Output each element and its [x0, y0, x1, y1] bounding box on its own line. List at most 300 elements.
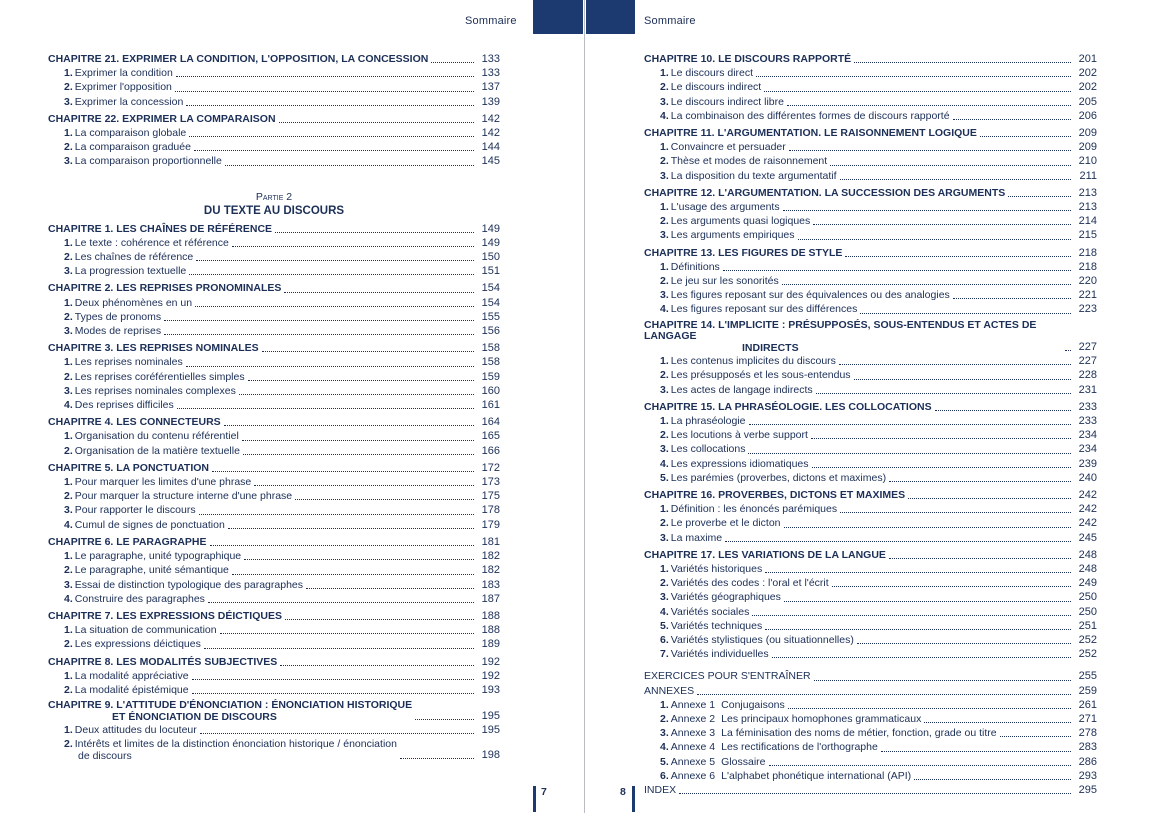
section-title: Essai de distinction typologique des paragraphes [74, 578, 303, 591]
page-number: 175 [481, 490, 500, 503]
annex-label: Annexe 2 [670, 713, 716, 726]
section-entry[interactable] [48, 296, 500, 310]
section-number: 1. [64, 296, 73, 309]
section-entry[interactable] [644, 442, 1097, 456]
dot-leader [262, 350, 474, 352]
chapter-title-line2: ET ÉNONCIATION DE DISCOURS [112, 710, 277, 723]
annexes-heading[interactable] [644, 684, 1097, 698]
page-number: 202 [1078, 67, 1097, 80]
section-entry[interactable] [48, 549, 500, 563]
section-title: Variétés des codes : l'oral et l'écrit [670, 577, 829, 590]
section-entry[interactable] [48, 370, 500, 384]
section-title: Les reprises nominales [74, 356, 183, 369]
page-number: 133 [481, 53, 500, 65]
section-entry[interactable] [644, 516, 1097, 530]
page-number: 234 [1078, 429, 1097, 442]
section-number: 1. [660, 503, 669, 516]
section-entry[interactable] [48, 66, 500, 80]
section-entry[interactable] [644, 531, 1097, 545]
dot-leader [953, 118, 1071, 120]
page-number: 158 [481, 342, 500, 355]
section-title-line1: Intérêts et limites de la distinction énonciation historique / énonciation [74, 738, 397, 751]
chapter-1 [48, 222, 500, 279]
annex-entry[interactable] [644, 769, 1097, 783]
section-number: 1. [64, 127, 73, 140]
section-entry[interactable] [48, 310, 500, 324]
section-title: Les expressions déictiques [74, 638, 201, 651]
section-entry[interactable] [48, 355, 500, 369]
section-title: Pour rapporter le discours [74, 504, 196, 517]
page-number: 193 [481, 683, 500, 696]
section-entry[interactable] [644, 502, 1097, 516]
section-number: 1. [64, 476, 73, 489]
dot-leader [924, 721, 1071, 723]
section-number: 2. [64, 251, 73, 264]
section-entry[interactable] [644, 154, 1097, 168]
section-entry[interactable] [48, 503, 500, 517]
dot-leader [749, 423, 1072, 425]
section-title: Définition : les énoncés parémiques [670, 503, 838, 516]
section-entry[interactable] [48, 126, 500, 140]
chapter-heading[interactable] [48, 655, 500, 669]
section-title: Les présupposés et les sous-entendus [670, 369, 851, 382]
annex-entry[interactable] [644, 740, 1097, 754]
chapter-13 [644, 246, 1097, 317]
annex-number: 2. [660, 713, 669, 726]
section-number: 4. [660, 457, 669, 470]
annex-entry[interactable] [644, 712, 1097, 726]
dot-leader [783, 209, 1071, 211]
section-number: 3. [64, 95, 73, 108]
page-number: 182 [481, 564, 500, 577]
section-entry[interactable] [644, 228, 1097, 242]
dot-leader [769, 764, 1072, 766]
section-entry[interactable] [644, 288, 1097, 302]
section-number: 2. [660, 275, 669, 288]
chapter-heading[interactable] [48, 281, 500, 295]
annex-label: Annexe 1 [670, 698, 716, 711]
section-entry[interactable] [48, 444, 500, 458]
section-entry[interactable] [644, 428, 1097, 442]
dot-leader [1008, 195, 1071, 197]
section-number: 1. [64, 550, 73, 563]
section-entry[interactable] [48, 475, 500, 489]
section-number: 1. [660, 414, 669, 427]
dot-leader [194, 149, 474, 151]
dot-leader [908, 497, 1071, 499]
section-entry[interactable] [644, 80, 1097, 94]
page-number: 160 [481, 384, 500, 397]
section-entry[interactable] [644, 471, 1097, 485]
dot-leader [798, 238, 1072, 240]
section-number: 1. [660, 67, 669, 80]
index-title: INDEX [644, 784, 677, 797]
section-number: 7. [660, 648, 669, 661]
page-number: 198 [481, 749, 500, 762]
chapter-title: CHAPITRE 7. LES EXPRESSIONS DÉICTIQUES [48, 609, 282, 622]
dot-leader [189, 135, 474, 137]
section-title: Les expressions idiomatiques [670, 457, 809, 470]
section-title: La phraséologie [670, 414, 746, 427]
chapter-heading[interactable] [48, 700, 500, 723]
page-number: 261 [1078, 698, 1097, 711]
section-entry[interactable] [48, 623, 500, 637]
chapter-heading[interactable] [48, 415, 500, 429]
section-entry[interactable] [48, 140, 500, 154]
dot-leader [248, 379, 474, 381]
page-number: 154 [481, 282, 500, 295]
chapter-9 [48, 700, 500, 762]
chapter-title-line1: CHAPITRE 9. L'ATTITUDE D'ÉNONCIATION : ÉNONCIATION HISTORIQUE [48, 699, 413, 712]
part-title: DU TEXTE AU DISCOURS [203, 204, 345, 217]
page-number: 158 [481, 356, 500, 369]
dot-leader [839, 363, 1071, 365]
page-number: 201 [1078, 53, 1097, 65]
chapter-title-line1: CHAPITRE 14. L'IMPLICITE : PRÉSUPPOSÉS, SOUS-ENTENDUS ET ACTES DE LANGAGE [644, 318, 1037, 343]
section-entry[interactable] [644, 590, 1097, 604]
annex-title: Conjugaisons [721, 698, 785, 711]
section-title-line2: de discours [78, 749, 132, 762]
dot-leader [679, 792, 1071, 794]
page-number: 173 [481, 476, 500, 489]
chapter-heading[interactable] [48, 222, 500, 236]
section-title: Les reprises nominales complexes [74, 384, 236, 397]
chapter-3 [48, 341, 500, 412]
page-number: 195 [481, 724, 500, 737]
left-page-number: 7 [541, 786, 547, 798]
section-entry[interactable] [644, 647, 1097, 661]
dot-leader [814, 679, 1071, 681]
annex-entry[interactable] [644, 726, 1097, 740]
section-title: Variétés techniques [670, 619, 763, 632]
section-entry[interactable] [48, 429, 500, 443]
section-number: 2. [660, 81, 669, 94]
section-title: Thèse et modes de raisonnement [670, 155, 828, 168]
section-title: Deux phénomènes en un [74, 296, 193, 309]
section-entry[interactable] [48, 739, 500, 762]
dot-leader [186, 365, 474, 367]
dot-leader [789, 149, 1071, 151]
section-number: 6. [660, 634, 669, 647]
section-entry[interactable] [644, 368, 1097, 382]
dot-leader [935, 409, 1071, 411]
page-number: 181 [481, 535, 500, 548]
page-number: 252 [1078, 634, 1097, 647]
section-entry[interactable] [48, 578, 500, 592]
annex-title: Les rectifications de l'orthographe [721, 741, 878, 754]
section-entry[interactable] [644, 302, 1097, 316]
page-number: 251 [1078, 619, 1097, 632]
section-entry[interactable] [48, 384, 500, 398]
page-number: 142 [481, 127, 500, 140]
section-entry[interactable] [48, 723, 500, 737]
chapter-2 [48, 281, 500, 338]
dot-leader [784, 526, 1071, 528]
section-entry[interactable] [48, 563, 500, 577]
chapter-title: CHAPITRE 4. LES CONNECTEURS [48, 416, 221, 429]
section-entry[interactable] [644, 576, 1097, 590]
page-number: 248 [1078, 548, 1097, 561]
dot-leader [177, 407, 474, 409]
dot-leader [752, 614, 1071, 616]
section-entry[interactable] [48, 264, 500, 278]
section-entry[interactable] [644, 214, 1097, 228]
section-entry[interactable] [48, 250, 500, 264]
section-number: 3. [64, 504, 73, 517]
section-title: Le discours indirect [670, 81, 762, 94]
dot-leader [953, 297, 1071, 299]
chapter-7 [48, 609, 500, 652]
section-title: La combinaison des différentes formes de discours rapporté [670, 109, 950, 122]
section-number: 1. [64, 356, 73, 369]
dot-leader [285, 618, 474, 620]
section-entry[interactable] [48, 592, 500, 606]
section-entry[interactable] [644, 562, 1097, 576]
chapter-heading[interactable] [48, 112, 500, 126]
section-entry[interactable] [644, 619, 1097, 633]
index-entry[interactable] [644, 783, 1097, 797]
dot-leader [164, 333, 474, 335]
dot-leader [232, 245, 474, 247]
section-title: Organisation du contenu référentiel [74, 430, 239, 443]
section-title: Cumul de signes de ponctuation [74, 518, 225, 531]
dot-leader [857, 642, 1071, 644]
page-number: 248 [1078, 563, 1097, 575]
dot-leader [239, 393, 474, 395]
chapter-title: CHAPITRE 13. LES FIGURES DE STYLE [644, 246, 843, 259]
chapter-title: CHAPITRE 12. L'ARGUMENTATION. LA SUCCESSION DES ARGUMENTS [644, 186, 1006, 199]
dot-leader [1000, 735, 1071, 737]
chapter-8 [48, 655, 500, 698]
chapter-heading[interactable] [644, 246, 1097, 260]
section-title: Les actes de langage indirects [670, 383, 813, 396]
chapter-title: CHAPITRE 1. LES CHAÎNES DE RÉFÉRENCE [48, 222, 273, 235]
section-entry[interactable] [644, 383, 1097, 397]
section-title: Les parémies (proverbes, dictons et maximes) [670, 471, 887, 484]
page-number: 223 [1078, 303, 1097, 316]
section-title: Variétés sociales [670, 605, 750, 618]
section-entry[interactable] [644, 95, 1097, 109]
section-title: Les collocations [670, 443, 746, 456]
section-number: 1. [64, 669, 73, 682]
chapter-heading[interactable] [644, 548, 1097, 562]
annex-entry[interactable] [644, 698, 1097, 712]
section-number: 1. [64, 236, 73, 249]
section-number: 4. [64, 518, 73, 531]
dot-leader [200, 732, 474, 734]
annex-label: Annexe 6 [670, 769, 716, 782]
page-number: 165 [481, 430, 500, 443]
section-title: Les figures reposant sur des différences [670, 303, 858, 316]
section-entry[interactable] [48, 236, 500, 250]
page-number: 149 [481, 222, 500, 235]
section-number: 2. [660, 369, 669, 382]
section-title: La maxime [670, 531, 723, 544]
dot-leader [980, 135, 1071, 137]
page-number: 139 [481, 95, 500, 108]
chapter-title: CHAPITRE 11. L'ARGUMENTATION. LE RAISONNEMENT LOGIQUE [644, 127, 977, 140]
section-entry[interactable] [644, 457, 1097, 471]
section-number: 3. [660, 229, 669, 242]
section-entry[interactable] [644, 274, 1097, 288]
section-entry[interactable] [48, 683, 500, 697]
chapter-heading[interactable] [48, 461, 500, 475]
dot-leader [199, 513, 474, 515]
section-number: 4. [660, 605, 669, 618]
dot-leader [280, 664, 474, 666]
page-number: 242 [1078, 517, 1097, 530]
dot-leader [840, 178, 1071, 180]
chapter-title: CHAPITRE 22. EXPRIMER LA COMPARAISON [48, 112, 276, 125]
page-number: 206 [1078, 109, 1097, 122]
dot-leader [431, 61, 474, 63]
dot-leader [204, 647, 474, 649]
dot-leader [306, 587, 474, 589]
chapter-heading[interactable] [644, 126, 1097, 140]
section-number: 2. [64, 444, 73, 457]
page-number: 187 [481, 592, 500, 605]
chapter-heading[interactable] [644, 488, 1097, 502]
chapter-title: CHAPITRE 2. LES REPRISES PRONOMINALES [48, 282, 282, 295]
page-number: 182 [481, 550, 500, 563]
chapter-heading[interactable] [48, 341, 500, 355]
section-number: 3. [660, 169, 669, 182]
dot-leader [813, 223, 1071, 225]
section-number: 3. [660, 443, 669, 456]
dot-leader [889, 557, 1071, 559]
dot-leader [175, 90, 474, 92]
page-number: 172 [481, 461, 500, 474]
annex-label: Annexe 3 [670, 727, 716, 740]
section-number: 5. [660, 619, 669, 632]
exercises-entry[interactable] [644, 669, 1097, 683]
section-entry[interactable] [644, 414, 1097, 428]
dot-leader [210, 544, 475, 546]
section-entry[interactable] [48, 324, 500, 338]
section-entry[interactable] [48, 637, 500, 651]
chapter-heading[interactable] [48, 535, 500, 549]
section-entry[interactable] [644, 605, 1097, 619]
chapter-heading[interactable] [48, 609, 500, 623]
chapter-title: CHAPITRE 21. EXPRIMER LA CONDITION, L'OPPOSITION, LA CONCESSION [48, 53, 429, 65]
chapter-17 [644, 548, 1097, 662]
dot-leader [914, 778, 1071, 780]
annex-title: La féminisation des noms de métier, fonction, grade ou titre [721, 727, 997, 740]
chapter-heading[interactable] [644, 320, 1097, 355]
dot-leader [254, 484, 474, 486]
chapter-title: CHAPITRE 8. LES MODALITÉS SUBJECTIVES [48, 655, 278, 668]
chapter-heading[interactable] [644, 400, 1097, 414]
section-entry[interactable] [644, 109, 1097, 123]
page-number: 205 [1078, 95, 1097, 108]
dot-leader [192, 678, 474, 680]
section-entry[interactable] [48, 80, 500, 94]
chapter-heading[interactable] [644, 186, 1097, 200]
page-number: 209 [1078, 141, 1097, 154]
section-entry[interactable] [48, 95, 500, 109]
section-number: 2. [660, 429, 669, 442]
dot-leader [748, 452, 1071, 454]
page-number: 210 [1078, 155, 1097, 168]
section-title: Les arguments empiriques [670, 229, 795, 242]
page-number: 242 [1078, 503, 1097, 516]
page-number: 245 [1078, 531, 1097, 544]
chapter-heading[interactable] [48, 52, 500, 66]
chapter-21 [48, 52, 500, 109]
section-number: 1. [64, 67, 73, 80]
section-title: Deux attitudes du locuteur [74, 724, 197, 737]
section-entry[interactable] [644, 633, 1097, 647]
annex-entry[interactable] [644, 755, 1097, 769]
section-title: Exprimer la concession [74, 95, 184, 108]
dot-leader [811, 437, 1071, 439]
section-entry[interactable] [644, 169, 1097, 183]
dot-leader [192, 692, 474, 694]
section-entry[interactable] [48, 489, 500, 503]
section-title: La situation de communication [74, 624, 217, 637]
page-number: 154 [481, 296, 500, 309]
running-head-right: Sommaire [644, 15, 696, 27]
page-number: 215 [1078, 229, 1097, 242]
section-title: Les arguments quasi logiques [670, 215, 811, 228]
chapter-title: CHAPITRE 16. PROVERBES, DICTONS ET MAXIMES [644, 488, 906, 501]
dot-leader [284, 291, 474, 293]
section-title: Les figures reposant sur des équivalences ou des analogies [670, 289, 950, 302]
dot-leader [208, 601, 474, 603]
section-number: 2. [64, 564, 73, 577]
section-entry[interactable] [48, 398, 500, 412]
page-number: 250 [1078, 591, 1097, 604]
section-entry[interactable] [644, 260, 1097, 274]
section-entry[interactable] [644, 200, 1097, 214]
dot-leader [189, 273, 474, 275]
annex-label: Annexe 4 [670, 741, 716, 754]
section-number: 2. [660, 155, 669, 168]
section-entry[interactable] [644, 66, 1097, 80]
page-number: 151 [481, 265, 500, 278]
section-entry[interactable] [644, 354, 1097, 368]
chapter-heading[interactable] [644, 52, 1097, 66]
page-number: 218 [1078, 260, 1097, 273]
dot-leader [295, 498, 474, 500]
dot-leader [881, 750, 1071, 752]
section-title: Types de pronoms [74, 310, 162, 323]
dot-leader [400, 757, 474, 759]
section-number: 2. [64, 683, 73, 696]
section-number: 1. [660, 355, 669, 368]
section-number: 2. [64, 310, 73, 323]
page-number: 202 [1078, 81, 1097, 94]
section-title: Variétés stylistiques (ou situationnelles) [670, 634, 854, 647]
section-entry[interactable] [48, 154, 500, 168]
dot-leader [164, 319, 474, 321]
page-number: 164 [481, 416, 500, 429]
chapter-title: CHAPITRE 17. LES VARIATIONS DE LA LANGUE [644, 548, 886, 561]
section-entry[interactable] [644, 140, 1097, 154]
page-number: 283 [1078, 741, 1097, 754]
dot-leader [186, 104, 474, 106]
section-entry[interactable] [48, 518, 500, 532]
section-entry[interactable] [48, 669, 500, 683]
page-number: 278 [1078, 727, 1097, 740]
section-number: 3. [660, 383, 669, 396]
section-title: Le texte : cohérence et référence [74, 236, 229, 249]
dot-leader [220, 632, 474, 634]
page-number: 192 [481, 655, 500, 668]
section-title: Le jeu sur les sonorités [670, 275, 779, 288]
section-title: Définitions [670, 260, 720, 273]
dot-leader [889, 480, 1071, 482]
